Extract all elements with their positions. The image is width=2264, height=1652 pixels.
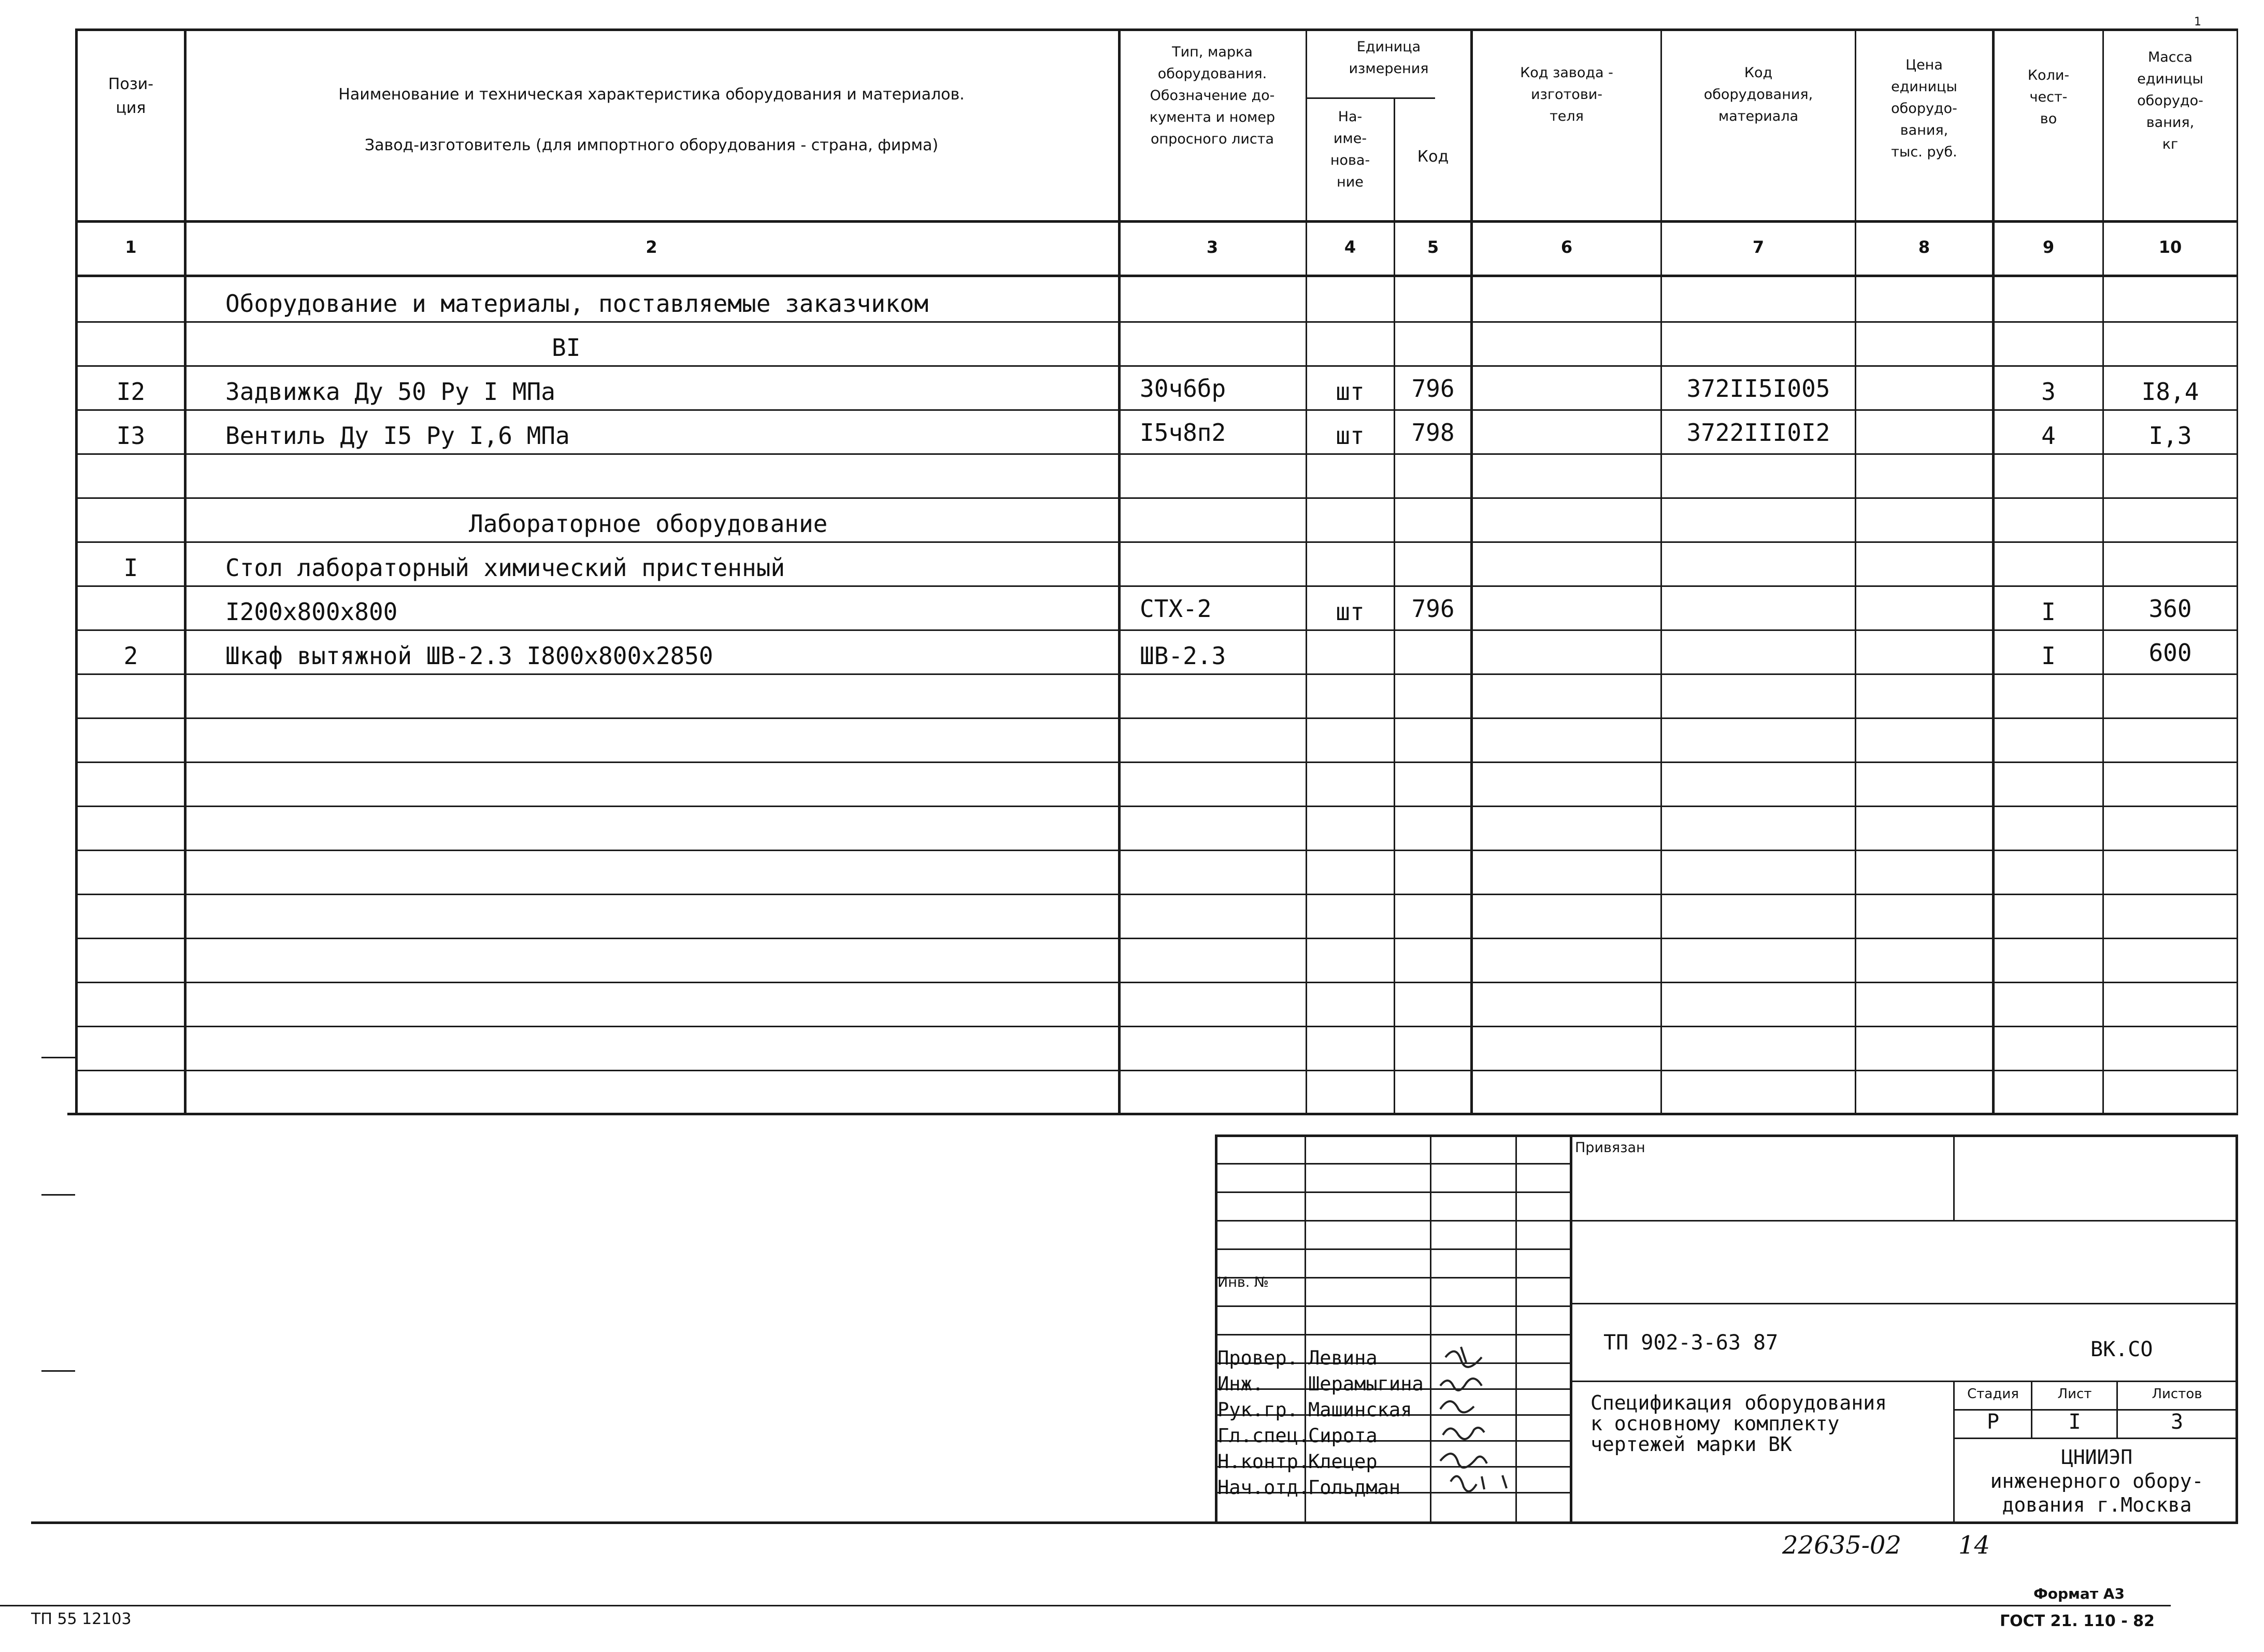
stage-label: Стадия xyxy=(1967,1386,2019,1402)
column-number: 8 xyxy=(1918,237,1930,257)
stage-value: Р xyxy=(1986,1410,2000,1434)
sheets-label: Листов xyxy=(2152,1386,2202,1402)
sheet-value: I xyxy=(2068,1410,2081,1434)
cell-type: СТХ-2 xyxy=(1140,595,1212,623)
cell-quantity: 4 xyxy=(2041,422,2056,450)
signature-name: Гольдман xyxy=(1308,1476,1401,1499)
cell-mass: 360 xyxy=(2148,595,2192,623)
organization: ЦНИИЭП инженерного обору- дования г.Москва xyxy=(1990,1446,2204,1516)
cell-quantity: I xyxy=(2041,598,2056,626)
header-unit-name: На- име- нова- ние xyxy=(1330,109,1370,190)
page-handwritten: 14 xyxy=(1958,1531,1990,1560)
signature-name: Машинская xyxy=(1308,1399,1412,1421)
cell-type: ШВ-2.3 xyxy=(1140,642,1226,670)
sheet-label: Лист xyxy=(2057,1386,2092,1402)
column-number: 9 xyxy=(2042,237,2055,257)
column-number: 1 xyxy=(125,237,137,257)
cell-type: 30ч6бр xyxy=(1140,375,1226,403)
cell-unit-code: 798 xyxy=(1411,419,1455,447)
cell-position: 2 xyxy=(123,642,138,670)
cell-mass: I,3 xyxy=(2148,422,2192,450)
document-code: ТП 902-3-63 87 xyxy=(1603,1331,1779,1355)
signature-role: Нач.отд. xyxy=(1217,1476,1310,1499)
header-type: Тип, марка оборудования. Обозначение до- кумента и номер опросного листа xyxy=(1149,44,1276,147)
signature-name: Шерамыгина xyxy=(1308,1373,1424,1395)
cell-name: Шкаф вытяжной ШВ-2.3 I800x800x2850 xyxy=(225,642,713,670)
cell-position: I2 xyxy=(116,378,146,406)
signature-name: Левина xyxy=(1308,1347,1378,1369)
section-heading: Оборудование и материалы, поставляемые заказчиком xyxy=(225,290,929,318)
header-equipment-code: Код оборудования, материала xyxy=(1703,65,1813,124)
header-factory-code: Код завода - изготови- теля xyxy=(1520,65,1613,124)
column-number: 6 xyxy=(1560,237,1573,257)
cell-equipment-code: 372II5I005 xyxy=(1686,375,1830,403)
column-number: 3 xyxy=(1206,237,1219,257)
cell-unit-code: 796 xyxy=(1411,595,1455,623)
cell-mass: 600 xyxy=(2148,639,2192,667)
drawing-mark: ВК.СО xyxy=(2090,1338,2153,1361)
inventory-handwritten: 22635-02 xyxy=(1782,1531,1901,1560)
column-number: 10 xyxy=(2158,237,2182,257)
signature-role: Н.контр. xyxy=(1217,1450,1310,1473)
cell-unit: шт xyxy=(1336,378,1365,406)
margin-tick xyxy=(41,1370,75,1372)
gost-label: ГОСТ 21. 110 - 82 xyxy=(2000,1612,2155,1630)
cell-mass: I8,4 xyxy=(2141,378,2199,406)
cell-name: Стол лабораторный химический пристенный xyxy=(225,554,785,582)
header-name-line2: Завод-изготовитель (для импортного оборудования - страна, фирма) xyxy=(364,136,939,154)
margin-tick xyxy=(41,1194,75,1196)
inventory-number-label: Инв. № xyxy=(1217,1274,1269,1290)
system-label: ВI xyxy=(552,334,581,362)
cell-position: I xyxy=(123,554,138,582)
column-number: 5 xyxy=(1427,237,1439,257)
signature-role: Инж. xyxy=(1217,1373,1264,1395)
signature-role: Гл.спец. xyxy=(1217,1425,1310,1447)
attached-label: Привязан xyxy=(1575,1140,1645,1156)
header-position: Пози- ция xyxy=(108,75,154,117)
document-title: Спецификация оборудования к основному комплекту чертежей марки ВК xyxy=(1590,1391,1887,1456)
header-unit-code: Код xyxy=(1417,148,1449,166)
cell-name: Задвижка Ду 50 Ру I МПа xyxy=(225,378,555,406)
header-mass: Масса единицы оборудо- вания, кг xyxy=(2137,49,2203,152)
column-number: 4 xyxy=(1344,237,1356,257)
header-units-group: Единица измерения xyxy=(1349,39,1429,77)
header-quantity: Коли- чест- во xyxy=(2027,67,2070,127)
column-number: 2 xyxy=(646,237,657,257)
sheets-value: 3 xyxy=(2170,1410,2184,1434)
corner-number: 1 xyxy=(2194,16,2201,28)
cell-position: I3 xyxy=(116,422,146,450)
signature-name: Клецер xyxy=(1308,1450,1378,1473)
cell-quantity: I xyxy=(2041,642,2056,670)
cell-unit: шт xyxy=(1336,422,1365,450)
column-number: 7 xyxy=(1752,237,1765,257)
footer-line xyxy=(0,1605,2171,1606)
section-heading: Лабораторное оборудование xyxy=(469,510,828,538)
cell-equipment-code: 3722III0I2 xyxy=(1686,419,1830,447)
header-name-line1: Наименование и техническая характеристика оборудования и материалов. xyxy=(338,85,965,104)
signature-role: Провер. xyxy=(1217,1347,1298,1369)
signature-role: Рук.гр. xyxy=(1217,1399,1298,1421)
cell-unit: шт xyxy=(1336,598,1365,626)
signature-name: Сирота xyxy=(1308,1425,1378,1447)
left-code: ТП 55 12103 xyxy=(31,1610,132,1628)
margin-tick xyxy=(41,1057,75,1058)
cell-unit-code: 796 xyxy=(1411,375,1455,403)
cell-quantity: 3 xyxy=(2041,378,2056,406)
handwritten-signatures xyxy=(1430,1337,1570,1523)
cell-type: I5ч8п2 xyxy=(1140,419,1226,447)
format-label: Формат А3 xyxy=(2033,1585,2125,1602)
cell-name: I200x800x800 xyxy=(225,598,398,626)
cell-name: Вентиль Ду I5 Ру I,6 МПа xyxy=(225,422,570,450)
header-price: Цена единицы оборудо- вания, тыс. руб. xyxy=(1891,57,1957,160)
